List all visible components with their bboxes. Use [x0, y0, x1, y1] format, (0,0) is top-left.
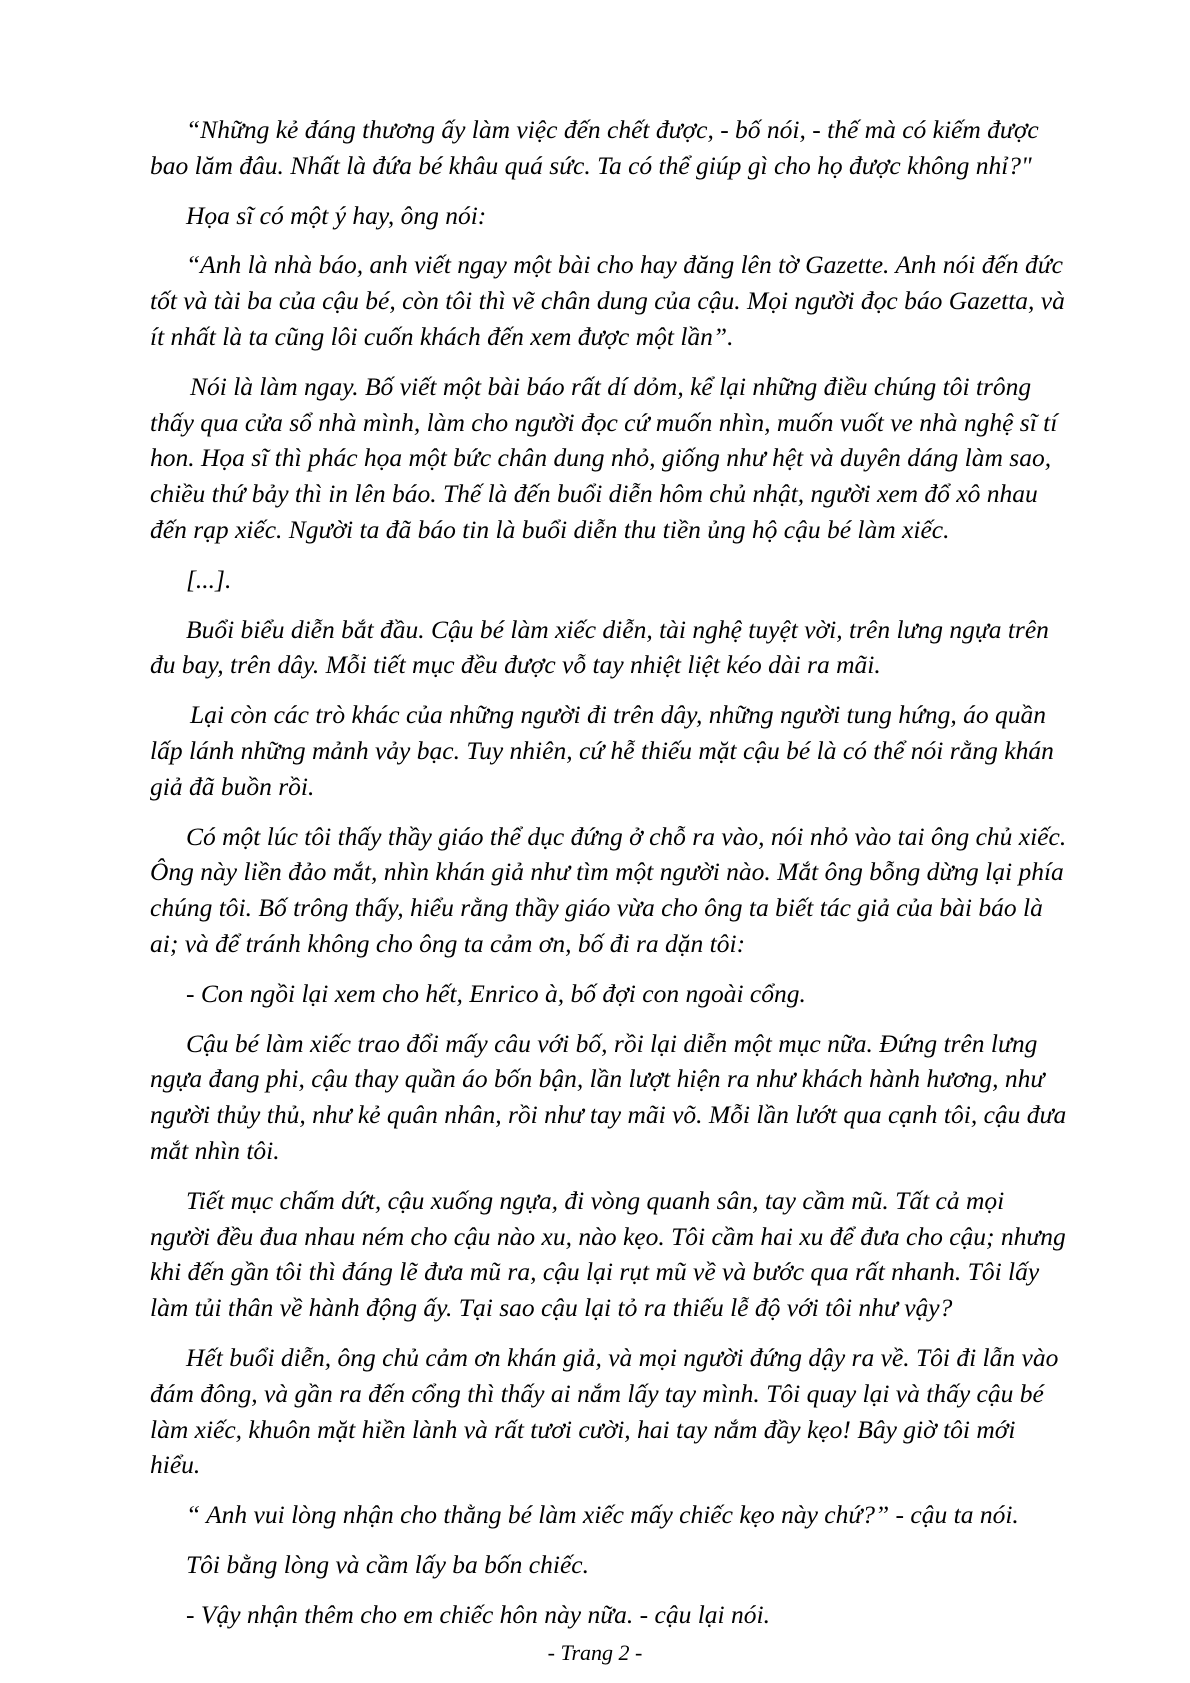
paragraph-2: Họa sĩ có một ý hay, ông nói: [186, 200, 487, 230]
paragraph-12: Hết buổi diễn, ông chủ cảm ơn khán giả, và mọi người đứng dậy ra về. Tôi đi lẫn vào đám đông, và gần ra đến cổng thì thấy ai nắm lấy tay mình. Tôi quay lại và thấy cậu bé làm xiếc, khuôn mặt hiền lành và rất tươi cười, hai tay nắm đầy kẹo! Bây giờ tôi mới hiểu. [150, 1342, 1059, 1480]
paragraph-5: [...]. [186, 564, 232, 594]
paragraph-14: Tôi bằng lòng và cầm lấy ba bốn chiếc. [186, 1549, 589, 1579]
paragraph-7: Lại còn các trò khác của những người đi trên dây, những người tung hứng, áo quần lấp lánh những mảnh vảy bạc. Tuy nhiên, cứ hễ thiếu mặt cậu bé là có thể nói rằng khán giả đã buồn rồi. [150, 700, 1054, 801]
page-number-footer: - Trang 2 - [547, 1640, 643, 1665]
paragraph-10: Cậu bé làm xiếc trao đổi mấy câu với bố, rồi lại diễn một mục nữa. Đứng trên lưng ngựa đang phi, cậu thay quần áo bốn bận, lần lượt hiện ra như khách hành hương, như người thủy thủ, như kẻ quân nhân, rồi như tay mãi võ. Mỗi lần lướt qua cạnh tôi, cậu đưa mắt nhìn tôi. [150, 1028, 1067, 1165]
paragraph-8: Có một lúc tôi thấy thầy giáo thể dục đứng ở chỗ ra vào, nói nhỏ vào tai ông chủ xiếc. Ông này liền đảo mắt, nhìn khán giả như tìm một người nào. Mắt ông bỗng dừng lại phía chúng tôi. Bố trông thấy, hiểu rằng thầy giáo vừa cho ông ta biết tác giả của bài báo là ai; và để tránh không cho ông ta cảm ơn, bố đi ra dặn tôi: [150, 821, 1067, 958]
paragraph-1: “Những kẻ đáng thương ấy làm việc đến chết được, - bố nói, - thế mà có kiếm được bao lăm đâu. Nhất là đứa bé khâu quá sức. Ta có thể giúp gì cho họ được không nhỉ?" [150, 115, 1039, 180]
paragraph-9: - Con ngồi lại xem cho hết, Enrico à, bố đợi con ngoài cổng. [186, 978, 806, 1008]
paragraph-3: “Anh là nhà báo, anh viết ngay một bài cho hay đăng lên tờ Gazette. Anh nói đến đức tốt và tài ba của cậu bé, còn tôi thì vẽ chân dung của cậu. Mọi người đọc báo Gazetta, và ít nhất là ta cũng lôi cuốn khách đến xem được một lần”. [150, 250, 1065, 351]
paragraph-15: - Vậy nhận thêm cho em chiếc hôn này nữa. - cậu lại nói. [186, 1599, 770, 1629]
body-text [150, 112, 1067, 1646]
paragraph-13: “ Anh vui lòng nhận cho thằng bé làm xiếc mấy chiếc kẹo này chứ?” - cậu ta nói. [186, 1500, 1019, 1530]
paragraph-6: Buổi biểu diễn bắt đầu. Cậu bé làm xiếc diễn, tài nghệ tuyệt vời, trên lưng ngựa trên đu bay, trên dây. Mỗi tiết mục đều được vỗ tay nhiệt liệt kéo dài ra mãi. [150, 614, 1049, 680]
paragraph-11: Tiết mục chấm dứt, cậu xuống ngựa, đi vòng quanh sân, tay cầm mũ. Tất cả mọi người đều đua nhau ném cho cậu nào xu, nào kẹo. Tôi cầm hai xu để đưa cho cậu; nhưng khi đến gần tôi thì đáng lẽ đưa mũ ra, cậu lại rụt mũ về và bước qua rất nhanh. Tôi lấy làm tủi thân về hành động ấy. Tại sao cậu lại tỏ ra thiếu lễ độ với tôi như vậy? [150, 1185, 1066, 1323]
paragraph-4: Nói là làm ngay. Bố viết một bài báo rất dí dỏm, kể lại những điều chúng tôi trông thấy qua cửa sổ nhà mình, làm cho người đọc cứ muốn nhìn, muốn vuốt ve nhà nghệ sĩ tí hon. Họa sĩ thì phác họa một bức chân dung nhỏ, giống như hệt và duyên dáng làm sao, chiều thứ bảy thì in lên báo. Thế là đến buổi diễn hôm chủ nhật, người xem đổ xô nhau đến rạp xiếc. Người ta đã báo tin là buổi diễn thu tiền ủng hộ cậu bé làm xiếc. [150, 371, 1058, 544]
